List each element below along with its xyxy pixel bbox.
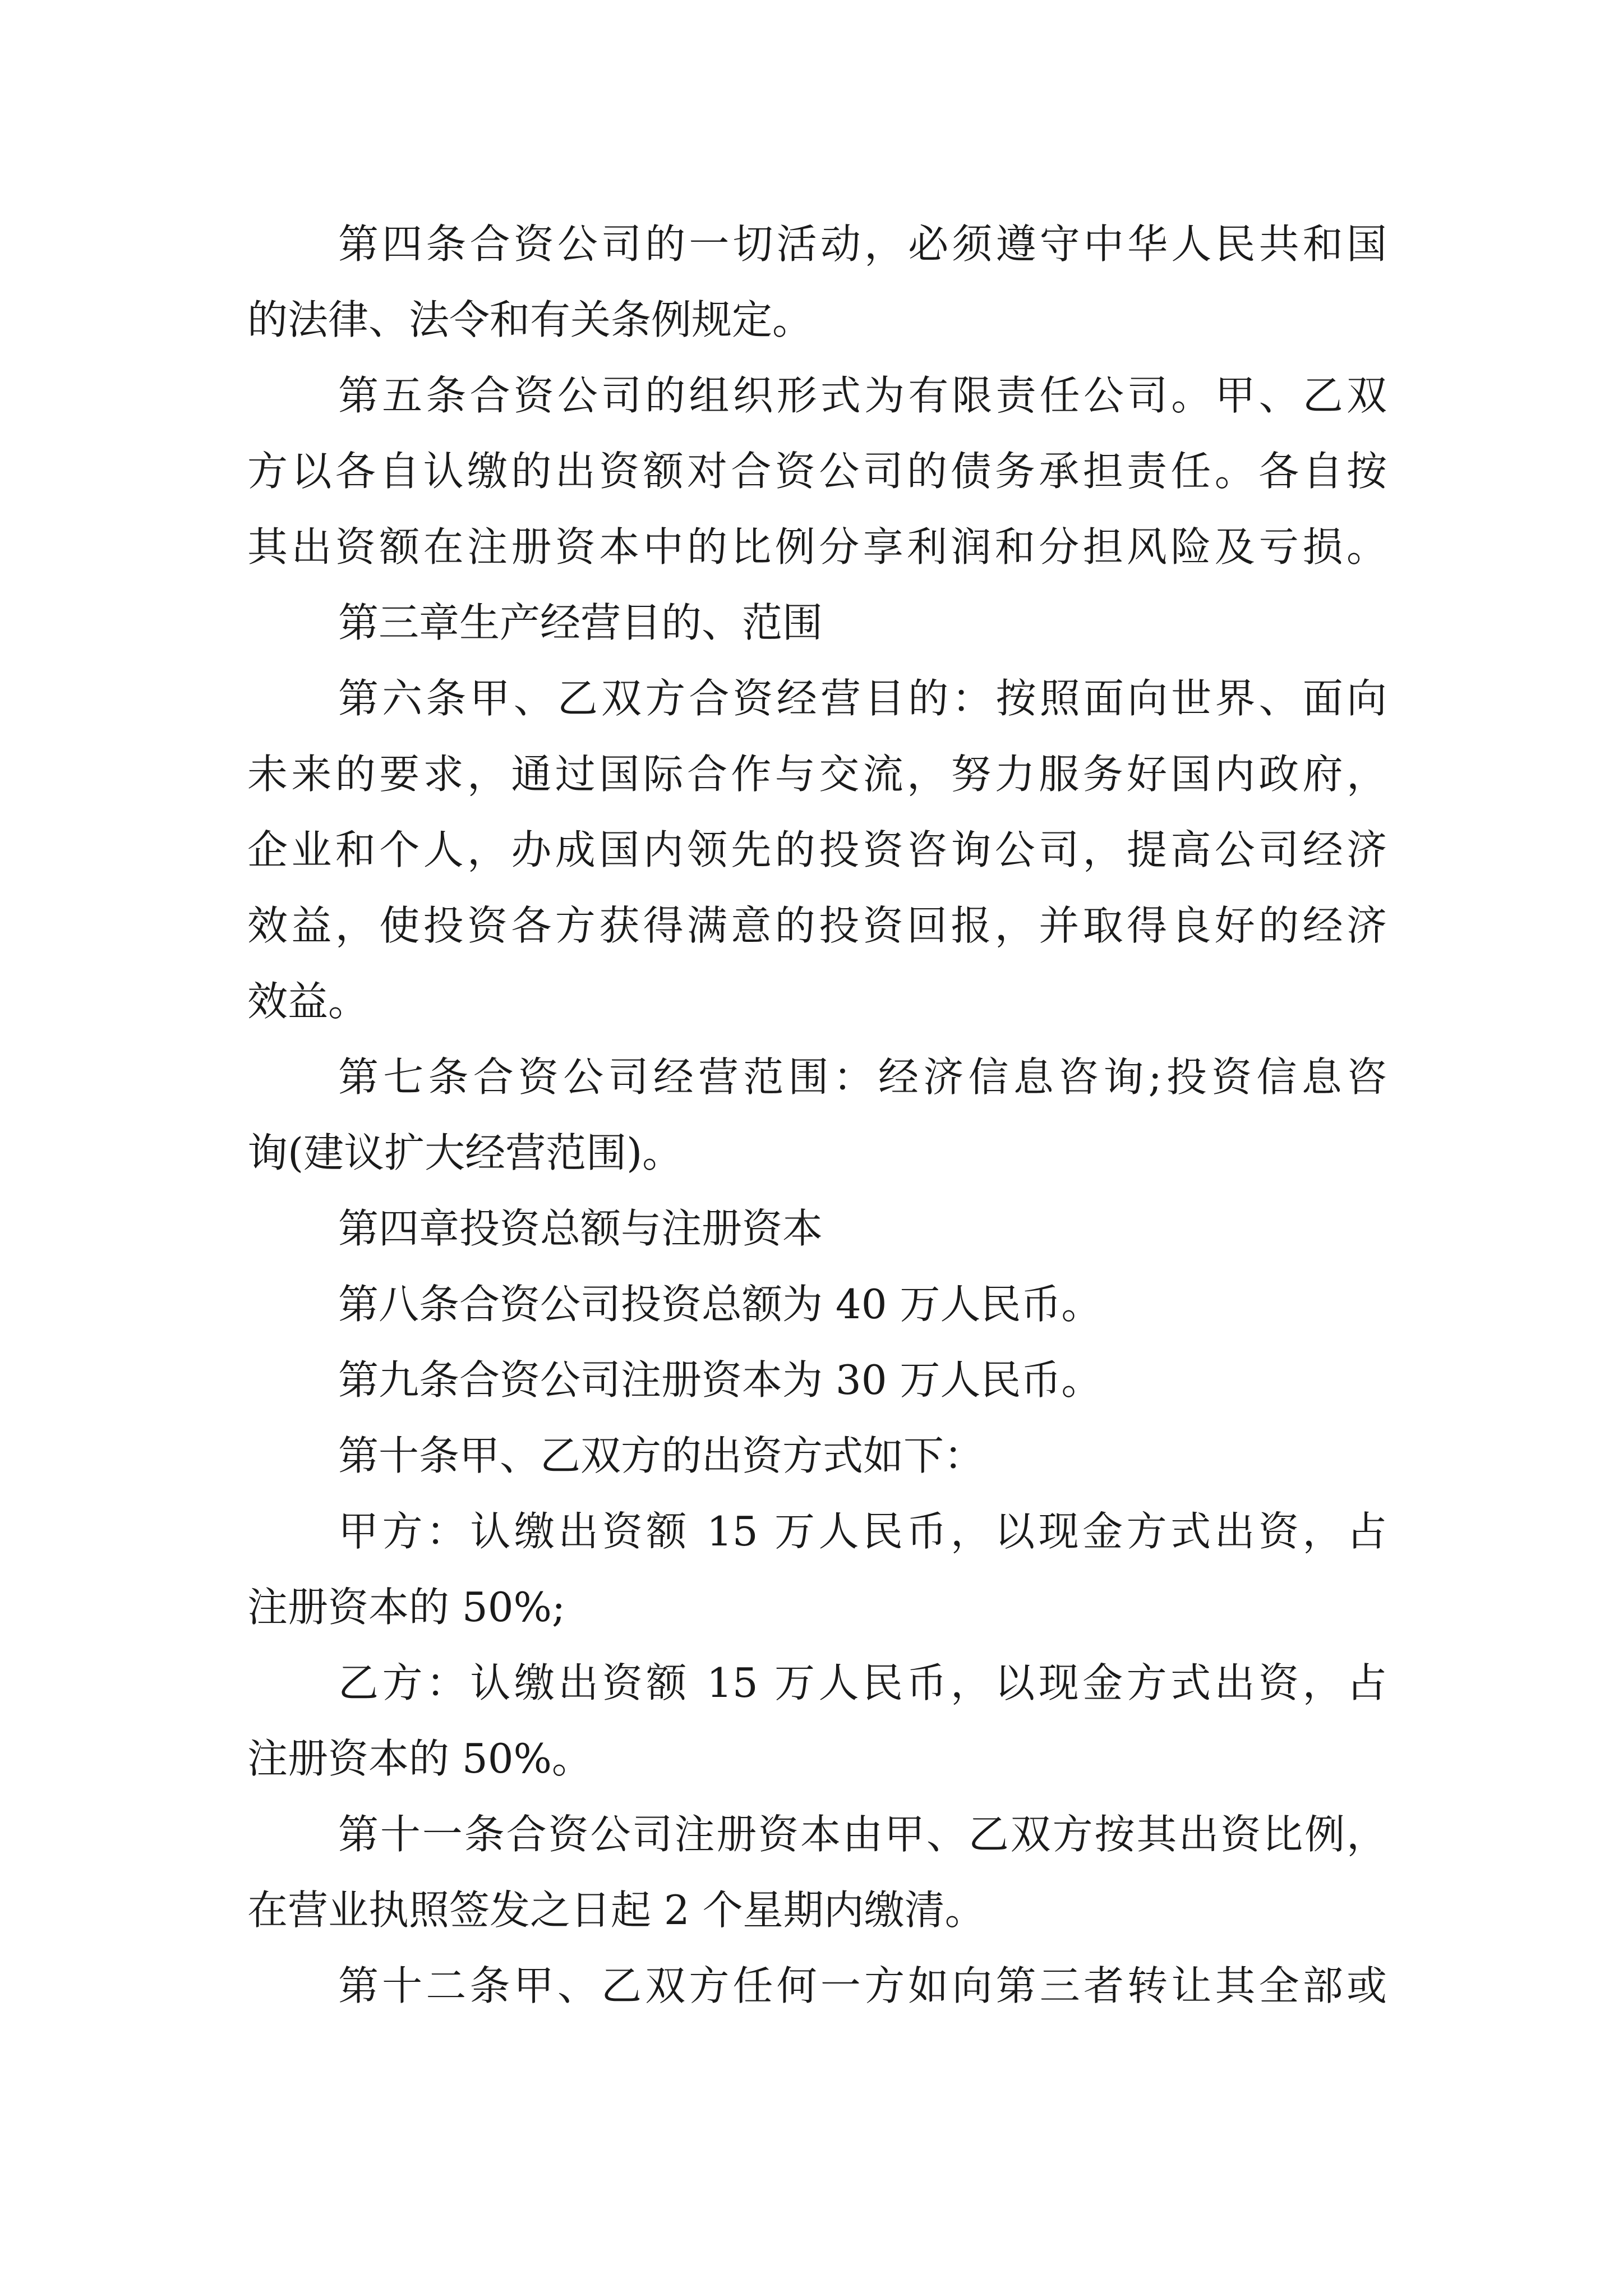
- text-line: 的法律、法令和有关条例规定。: [247, 296, 813, 343]
- chapter-heading: 第四章投资总额与注册资本: [338, 1205, 823, 1252]
- text-line: 第六条甲、乙双方合资经营目的：按照面向世界、面向: [338, 675, 1387, 722]
- text-line: 第十条甲、乙双方的出资方式如下：: [338, 1432, 985, 1479]
- text-line: 询(建议扩大经营范围)。: [247, 1129, 683, 1176]
- text-line: 乙方：认缴出资额 15 万人民币，以现金方式出资，占: [338, 1659, 1387, 1706]
- text-line: 甲方：认缴出资额 15 万人民币，以现金方式出资，占: [338, 1508, 1387, 1555]
- text-line: 第九条合资公司注册资本为 30 万人民币。: [338, 1356, 1102, 1404]
- text-line: 在营业执照签发之日起 2 个星期内缴清。: [247, 1887, 985, 1934]
- text-line: 第四条合资公司的一切活动，必须遵守中华人民共和国: [338, 220, 1387, 268]
- text-line: 方以各自认缴的出资额对合资公司的债务承担责任。各自按: [247, 448, 1387, 495]
- text-line: 注册资本的 50%。: [247, 1735, 592, 1782]
- text-line: 其出资额在注册资本中的比例分享利润和分担风险及亏损。: [247, 523, 1387, 570]
- text-line: 企业和个人，办成国内领先的投资咨询公司，提高公司经济: [247, 826, 1387, 873]
- text-line: 第八条合资公司投资总额为 40 万人民币。: [338, 1281, 1102, 1328]
- text-line: 效益，使投资各方获得满意的投资回报，并取得良好的经济: [247, 902, 1387, 949]
- text-line: 第十二条甲、乙双方任何一方如向第三者转让其全部或: [338, 1962, 1387, 2009]
- text-line: 未来的要求，通过国际合作与交流，努力服务好国内政府，: [247, 751, 1387, 798]
- text-line: 注册资本的 50%;: [247, 1584, 566, 1631]
- text-line: 第十一条合资公司注册资本由甲、乙双方按其出资比例，: [338, 1811, 1387, 1858]
- text-line: 第五条合资公司的组织形式为有限责任公司。甲、乙双: [338, 372, 1387, 419]
- text-line: 效益。: [247, 978, 369, 1025]
- chapter-heading: 第三章生产经营目的、范围: [338, 599, 823, 646]
- text-line: 第七条合资公司经营范围：经济信息咨询;投资信息咨: [338, 1053, 1387, 1101]
